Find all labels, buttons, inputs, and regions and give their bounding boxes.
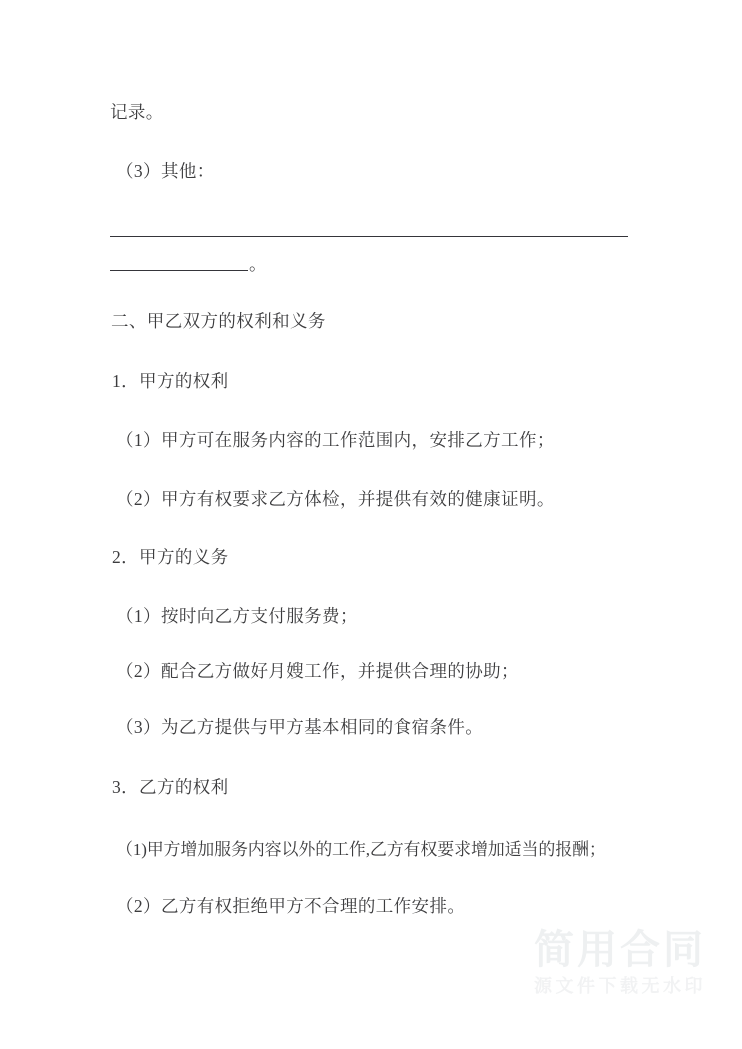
blank-fill-line-period: 。 xyxy=(249,254,267,274)
blank-fill-line-long xyxy=(110,236,628,237)
section-heading: 二、甲乙双方的权利和义务 xyxy=(111,311,326,331)
paragraph-item-other: （3）其他： xyxy=(116,161,215,181)
subsection-1-title: 1．甲方的权利 xyxy=(112,371,229,391)
subsection-3-item-2: （2）乙方有权拒绝甲方不合理的工作安排。 xyxy=(116,896,466,916)
paragraph-record-end: 记录。 xyxy=(110,102,164,122)
subsection-2-item-3: （3）为乙方提供与甲方基本相同的食宿条件。 xyxy=(116,717,484,737)
watermark-brand-text: 简用合同 xyxy=(534,927,706,974)
subsection-3-item-1: （1)甲方增加服务内容以外的工作,乙方有权要求增加适当的报酬； xyxy=(116,840,606,859)
subsection-2-title: 2．甲方的义务 xyxy=(112,547,229,567)
watermark xyxy=(534,929,706,997)
watermark-subtitle-text: 源文件下载无水印 xyxy=(534,976,706,998)
subsection-2-item-1: （1）按时向乙方支付服务费； xyxy=(116,606,358,626)
subsection-3-title: 3．乙方的权利 xyxy=(112,777,229,797)
subsection-1-item-2: （2）甲方有权要求乙方体检，并提供有效的健康证明。 xyxy=(116,489,555,509)
subsection-1-item-1: （1）甲方可在服务内容的工作范围内，安排乙方工作； xyxy=(116,430,555,450)
blank-fill-line-short xyxy=(110,270,248,271)
subsection-2-item-2: （2）配合乙方做好月嫂工作，并提供合理的协助； xyxy=(116,661,519,681)
